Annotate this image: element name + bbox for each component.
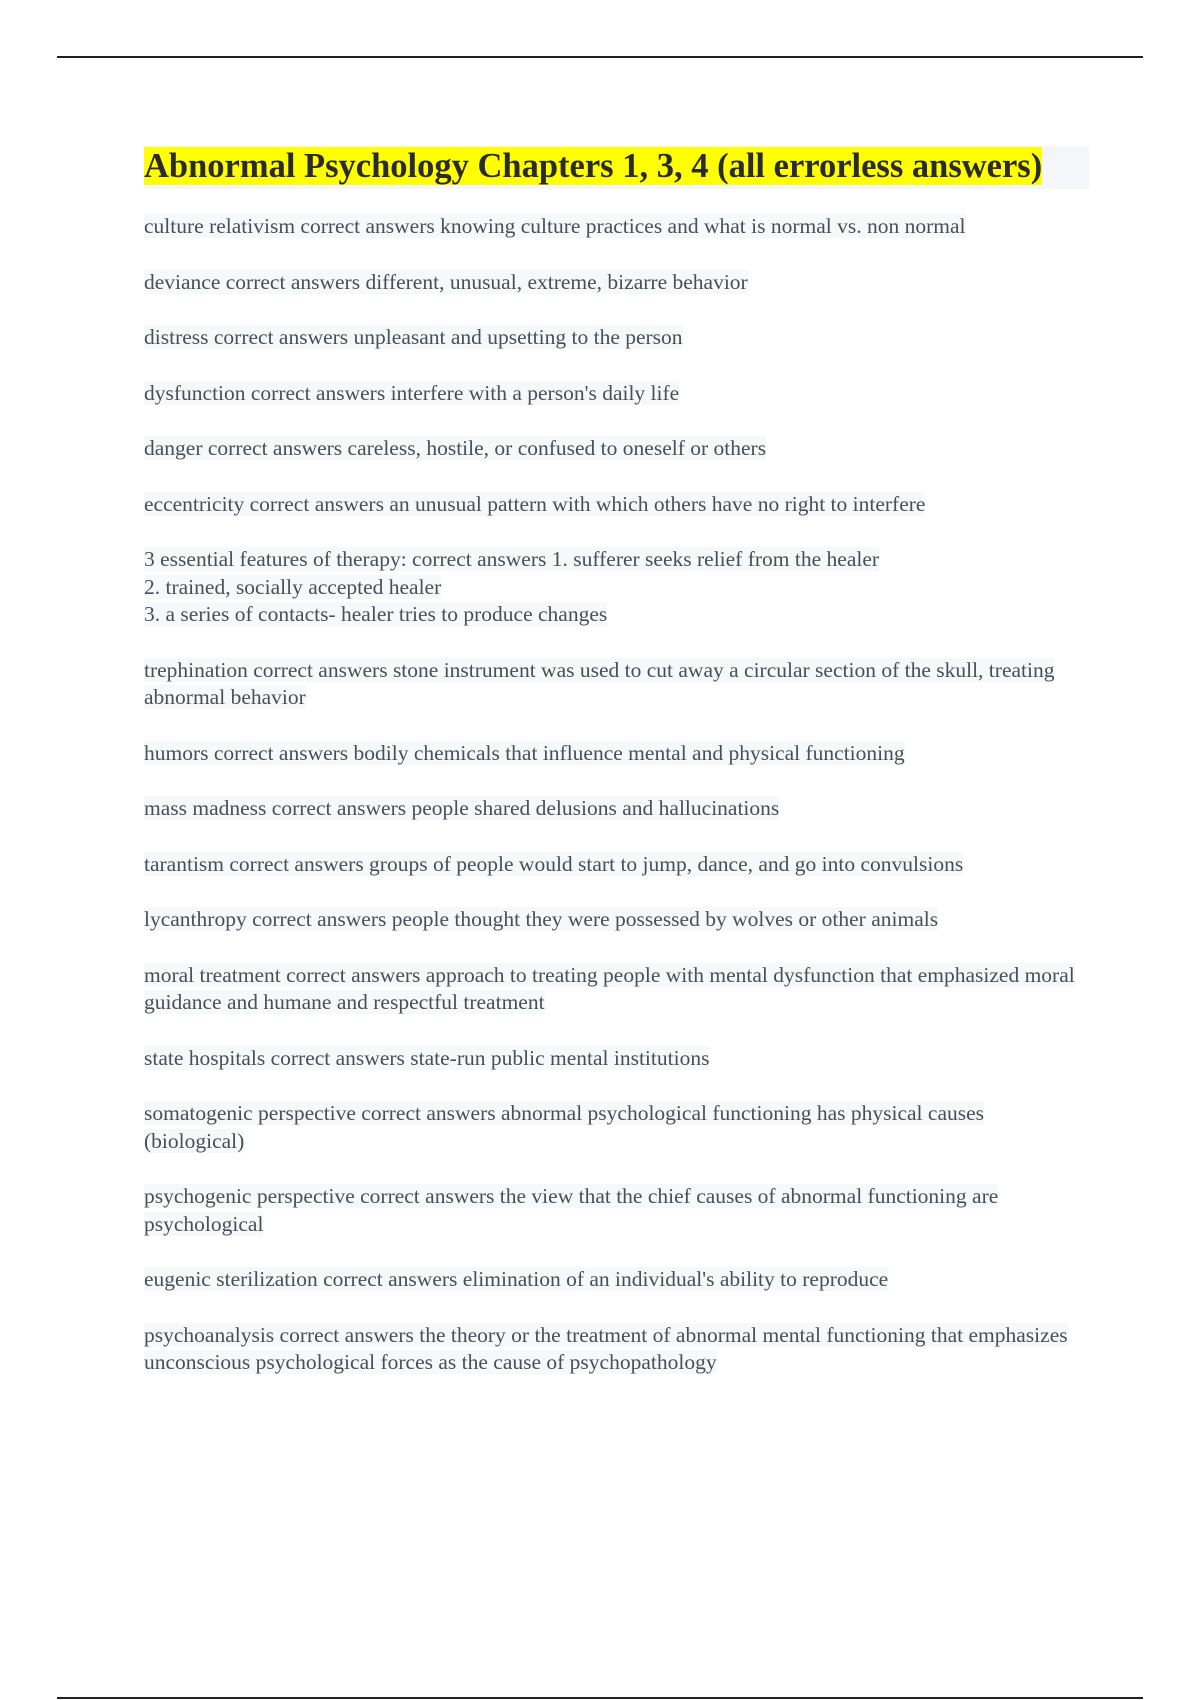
list-item: mass madness correct answers people shared delusions and hallucinations [144, 796, 780, 820]
document-body [144, 146, 1089, 1405]
entries-list [144, 213, 1089, 1377]
list-item: trephination correct answers stone instrument was used to cut away a circular section of the skull, treating abnormal behavior [144, 657, 1055, 709]
document-title [144, 146, 1089, 187]
list-item: distress correct answers unpleasant and upsetting to the person [144, 325, 683, 349]
list-item: humors correct answers bodily chemicals that influence mental and physical functioning [144, 740, 905, 765]
list-item: danger correct answers careless, hostile, or confused to oneself or others [144, 436, 767, 460]
header-rule [57, 56, 1143, 58]
list-item: lycanthropy correct answers people thought they were possessed by wolves or other animals [144, 907, 939, 931]
title-block [144, 146, 1089, 189]
list-item: 3 essential features of therapy: correct answers 1. sufferer seeks relief from the healer 2. trained, socially accepted healer 3. a series of contacts- healer tries to produce changes [144, 547, 880, 626]
list-item: tarantism correct answers groups of people would start to jump, dance, and go into convulsions [144, 851, 964, 876]
list-item: eccentricity correct answers an unusual pattern with which others have no right to interfere [144, 491, 926, 516]
list-item: eugenic sterilization correct answers elimination of an individual's ability to reproduce [144, 1267, 889, 1291]
footer-rule [57, 1697, 1143, 1699]
title-highlight: Abnormal Psychology Chapters 1, 3, 4 (all errorless answers) [144, 147, 1043, 185]
list-item: state hospitals correct answers state-run public mental institutions [144, 1045, 710, 1070]
list-item: culture relativism correct answers knowing culture practices and what is normal vs. non normal [144, 214, 966, 238]
list-item: somatogenic perspective correct answers abnormal psychological functioning has physical causes (biological) [144, 1101, 985, 1153]
list-item: psychogenic perspective correct answers the view that the chief causes of abnormal functioning are psychological [144, 1184, 999, 1236]
list-item: dysfunction correct answers interfere with a person's daily life [144, 380, 680, 405]
list-item: moral treatment correct answers approach to treating people with mental dysfunction that emphasized moral guidance and humane and respectful treatment [144, 962, 1075, 1014]
list-item: deviance correct answers different, unusual, extreme, bizarre behavior [144, 269, 748, 294]
list-item: psychoanalysis correct answers the theory or the treatment of abnormal mental functioning that emphasizes unconscious psychological forces as the cause of psychopathology [144, 1322, 1068, 1374]
